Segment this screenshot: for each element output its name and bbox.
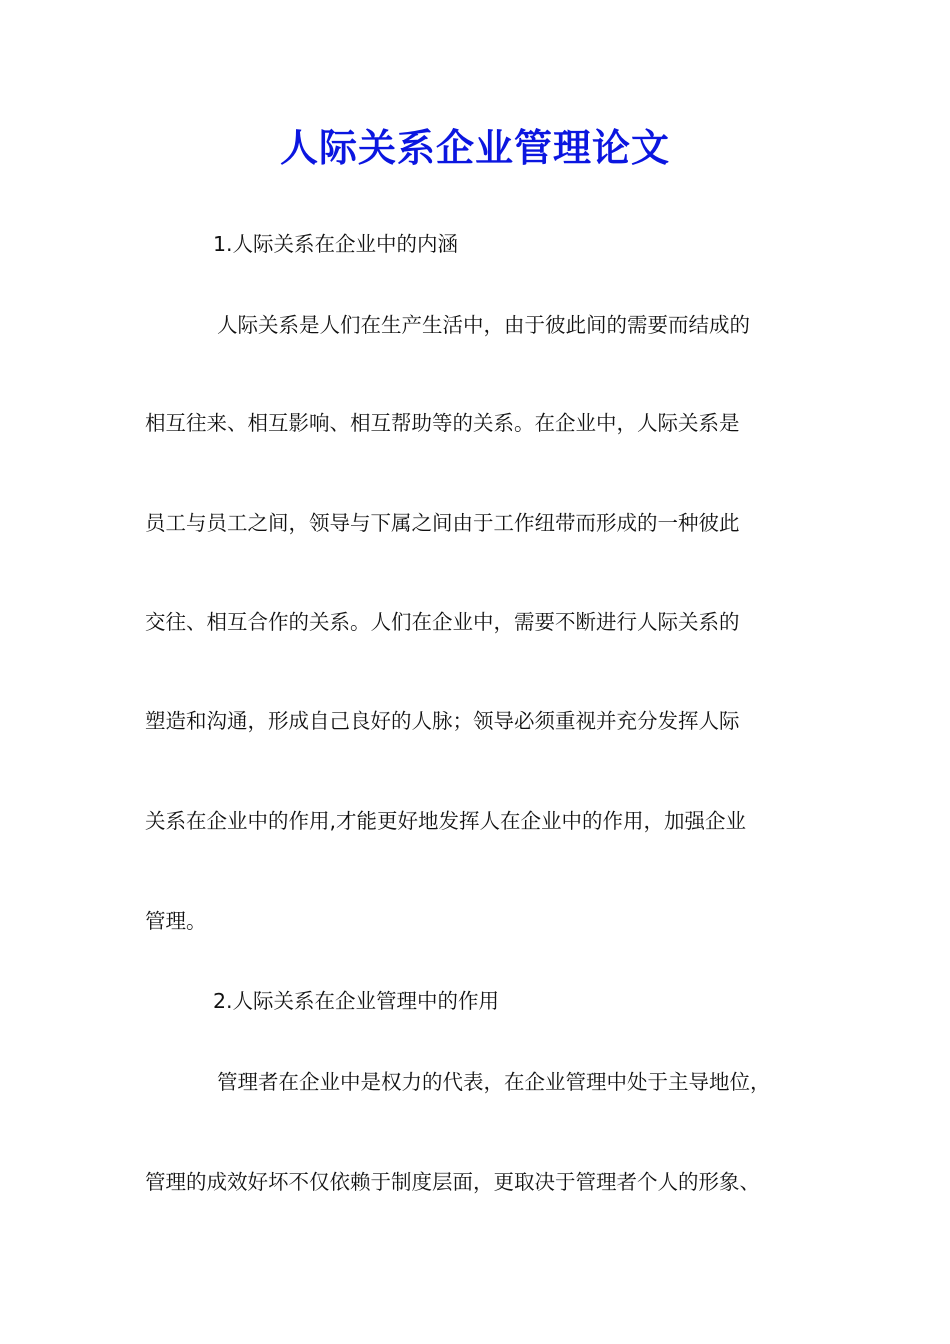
paragraph-line: 管理者在企业中是权力的代表，在企业管理中处于主导地位， — [217, 1070, 771, 1094]
paragraph-line: 管理。 — [145, 909, 207, 933]
section-heading-1: 1.人际关系在企业中的内涵 — [213, 232, 459, 256]
paragraph-line: 相互往来、相互影响、相互帮助等的关系。在企业中，人际关系是 — [145, 411, 740, 435]
document-title: 人际关系企业管理论文 — [279, 125, 670, 170]
paragraph-line: 员工与员工之间，领导与下属之间由于工作纽带而形成的一种彼此 — [145, 511, 740, 535]
paragraph-line: 人际关系是人们在生产生活中，由于彼此间的需要而结成的 — [217, 313, 750, 337]
paragraph-line: 交往、相互合作的关系。人们在企业中，需要不断进行人际关系的 — [145, 610, 740, 634]
section-heading-2: 2.人际关系在企业管理中的作用 — [213, 989, 500, 1013]
paragraph-line: 关系在企业中的作用,才能更好地发挥人在企业中的作用，加强企业 — [145, 809, 747, 833]
paragraph-line: 管理的成效好坏不仅依赖于制度层面，更取决于管理者个人的形象、 — [145, 1170, 760, 1194]
paragraph-line: 塑造和沟通，形成自己良好的人脉；领导必须重视并充分发挥人际 — [145, 709, 740, 733]
